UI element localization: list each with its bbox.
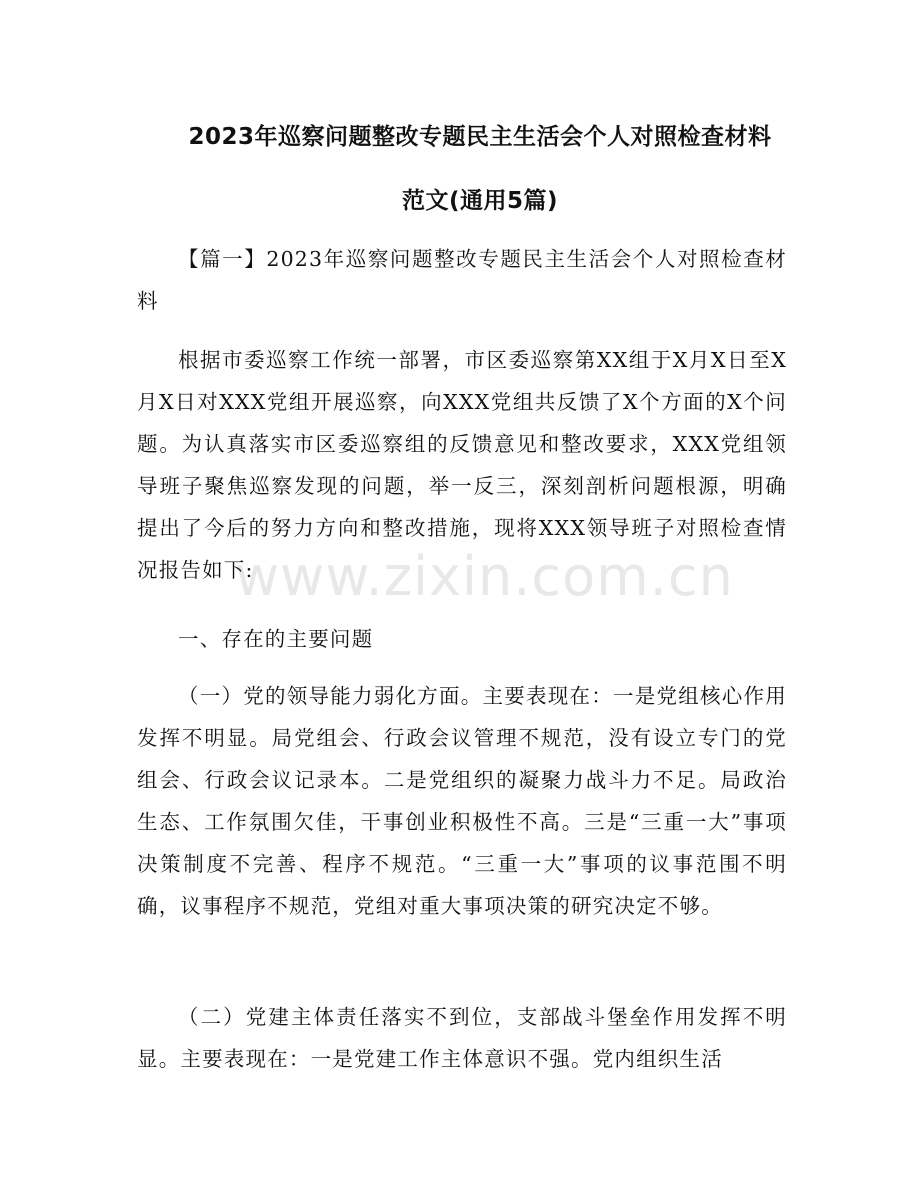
section-heading: 【篇一】2023年巡察问题整改专题民主生活会个人对照检查材料 xyxy=(137,247,787,313)
document-title-line2: 范文(通用5篇) xyxy=(401,188,559,214)
watermark-text: www.zixin.com.cn xyxy=(235,545,734,608)
heading-main-problems: 一、存在的主要问题 xyxy=(178,627,374,651)
paragraph-problem-2: （二）党建主体责任落实不到位，支部战斗堡垒作用发挥不明显。主要表现在：一是党建工作主体意识不强。党内组织生活 xyxy=(137,1005,787,1071)
paragraph-problem-1: （一）党的领导能力弱化方面。主要表现在：一是党组核心作用发挥不明显。局党组会、行政会议管理不规范，没有设立专门的党组会、行政会议记录本。二是党组织的凝聚力战斗力不足。局政治生态、工作氛围欠佳，干事创业积极性不高。三是“三重一大”事项决策制度不完善、程序不规范。“三重一大”事项的议事范围不明确，议事程序不规范，党组对重大事项决策的研究决定不够。 xyxy=(137,684,787,918)
document-title-line1: 2023年巡察问题整改专题民主生活会个人对照检查材料 xyxy=(188,124,772,150)
paragraph-intro: 根据市委巡察工作统一部署，市区委巡察第XX组于X月X日至X月X日对XXX党组开展巡察，向XXX党组共反馈了X个方面的X个问题。为认真落实市区委巡察组的反馈意见和整改要求，XXX党组领导班子聚焦巡察发现的问题，举一反三，深刻剖析问题根源，明确提出了今后的努力方向和整改措施，现将XXX领导班子对照检查情况报告如下: xyxy=(137,348,787,582)
